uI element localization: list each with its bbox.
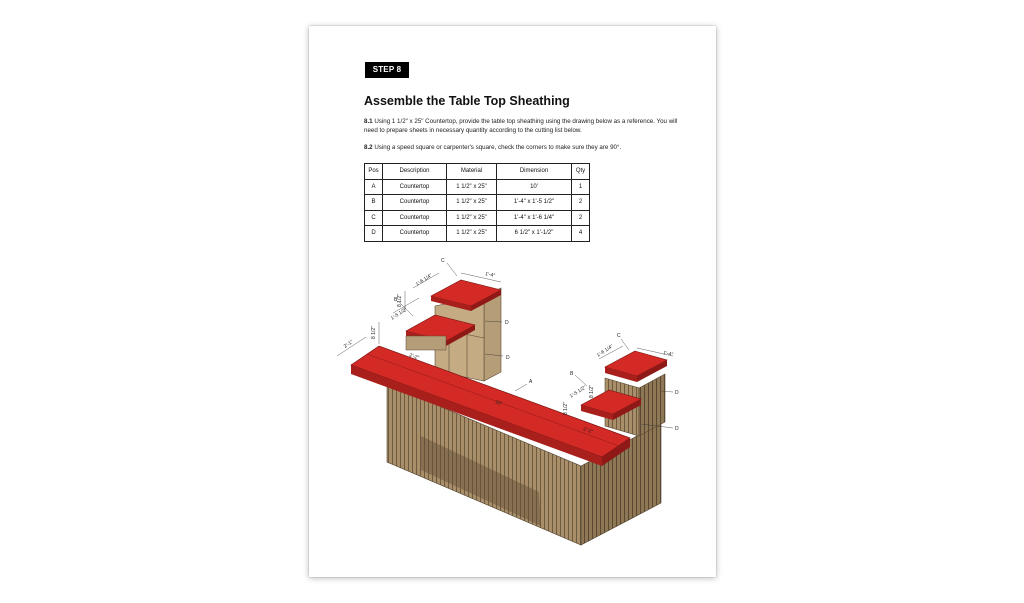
header-pos: Pos bbox=[365, 164, 383, 180]
cell-dimension: 6 1/2" x 1'-1/2" bbox=[497, 226, 572, 242]
dim-a-right-height: 8 1/2" bbox=[563, 402, 569, 415]
callout-d-right-1: D bbox=[675, 390, 679, 396]
cell-qty: 1 bbox=[572, 179, 590, 195]
document-page bbox=[309, 26, 716, 577]
dim-c-right-width: 1'-4" bbox=[662, 350, 674, 359]
leader-line bbox=[575, 375, 587, 386]
header-description: Description bbox=[383, 164, 447, 180]
callout-c-right: C bbox=[617, 333, 621, 339]
header-material: Material bbox=[447, 164, 497, 180]
step-text: Using a speed square or carpenter's square, check the corners to make sure they are 90°. bbox=[374, 144, 622, 151]
cell-material: 1 1/2" x 25" bbox=[447, 226, 497, 242]
callout-a: A bbox=[529, 379, 533, 385]
callout-d-left-2: D bbox=[506, 355, 510, 361]
leader-line bbox=[447, 263, 457, 276]
cell-description: Countertop bbox=[383, 210, 447, 226]
header-qty: Qty bbox=[572, 164, 590, 180]
cell-description: Countertop bbox=[383, 226, 447, 242]
callout-b-left: B bbox=[394, 297, 398, 303]
dim-a-height-left: 8 1/2" bbox=[371, 326, 377, 339]
callout-c-left: C bbox=[441, 258, 445, 264]
dim-b-right-depth: 1'-5 1/2" bbox=[568, 384, 588, 400]
dim-c-left-width: 1'-4" bbox=[484, 271, 496, 280]
cell-material: 1 1/2" x 25" bbox=[447, 179, 497, 195]
dim-c-right-depth: 1'-6 1/4" bbox=[595, 343, 615, 359]
cell-qty: 2 bbox=[572, 195, 590, 211]
dim-b-left-height: 8 1/2" bbox=[397, 294, 403, 307]
dim-a-right-inner: 2'-2" bbox=[582, 426, 594, 436]
cell-pos: C bbox=[365, 210, 383, 226]
callout-d-right-2: D bbox=[675, 426, 679, 432]
dim-b-left-depth: 1'-5 1/2" bbox=[389, 306, 409, 322]
step-number: 8.1 bbox=[364, 118, 373, 125]
cell-pos: D bbox=[365, 226, 383, 242]
dim-c-left-depth: 1'-6 1/4" bbox=[414, 272, 434, 288]
step-number: 8.2 bbox=[364, 144, 373, 151]
page-title: Assemble the Table Top Sheathing bbox=[364, 94, 570, 108]
dim-a-inner: 2'-2" bbox=[408, 352, 420, 362]
step-text: Using 1 1/2" x 25" Countertop, provide the table top sheathing using the drawing below as a reference. You will need to prepare sheets in necessary quantity according to the cutting list below. bbox=[364, 118, 678, 134]
leader-line bbox=[515, 384, 527, 391]
dim-a-depth: 2'-1" bbox=[342, 339, 355, 350]
cell-description: Countertop bbox=[383, 179, 447, 195]
header-dimension: Dimension bbox=[497, 164, 572, 180]
cell-material: 1 1/2" x 25" bbox=[447, 210, 497, 226]
callout-b-right: B bbox=[570, 371, 574, 377]
callout-d-left-1: D bbox=[505, 320, 509, 326]
cell-material: 1 1/2" x 25" bbox=[447, 195, 497, 211]
cell-description: Countertop bbox=[383, 195, 447, 211]
cell-dimension: 1'-4" x 1'-6 1/4" bbox=[497, 210, 572, 226]
cell-pos: B bbox=[365, 195, 383, 211]
cell-dimension: 10' bbox=[497, 179, 572, 195]
step-badge: STEP 8 bbox=[365, 62, 409, 78]
leader-line bbox=[621, 339, 629, 350]
cell-qty: 2 bbox=[572, 210, 590, 226]
cell-dimension: 1'-4" x 1'-5 1/2" bbox=[497, 195, 572, 211]
dim-a-length: 10' bbox=[494, 399, 503, 408]
tabletop-assembly-drawing bbox=[309, 26, 716, 577]
cell-qty: 4 bbox=[572, 226, 590, 242]
cell-pos: A bbox=[365, 179, 383, 195]
block-under-b-left bbox=[406, 336, 446, 350]
dim-b-right-height: 8 1/2" bbox=[589, 385, 595, 398]
